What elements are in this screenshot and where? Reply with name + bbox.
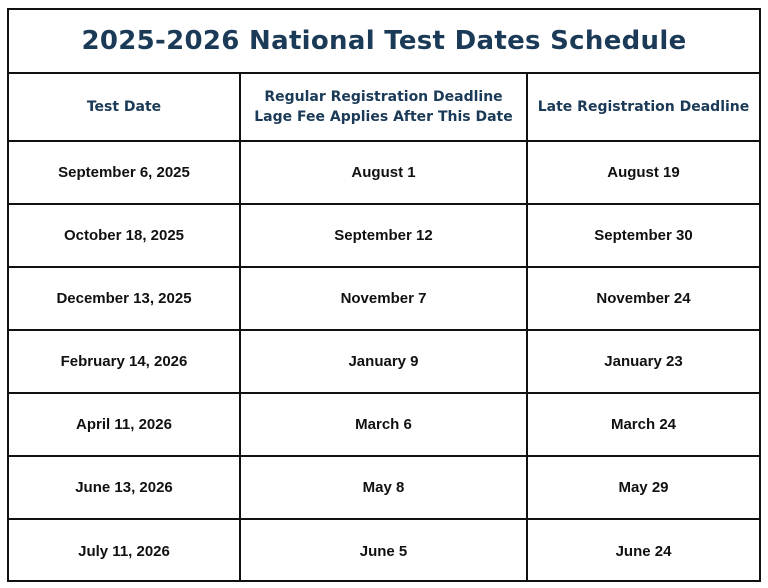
test-date-cell: September 6, 2025 <box>58 164 190 181</box>
table-row <box>9 204 759 267</box>
regular-deadline-cell: September 12 <box>240 204 527 267</box>
late-deadline-cell: May 29 <box>527 456 759 519</box>
test-date-cell: October 18, 2025 <box>63 227 185 244</box>
header-regular-deadline-title: Regular Registration Deadline <box>264 89 503 105</box>
test-date-cell: April 11, 2026 <box>76 416 172 433</box>
table-row <box>9 393 759 456</box>
regular-deadline-cell: January 9 <box>240 330 527 393</box>
table-row <box>9 519 759 582</box>
title-row <box>9 10 759 74</box>
header-test-date: Test Date <box>86 99 162 115</box>
header-row <box>9 74 759 141</box>
late-deadline-cell: March 24 <box>527 393 759 456</box>
late-deadline-cell: June 24 <box>527 519 759 582</box>
late-deadline-cell: September 30 <box>527 204 759 267</box>
late-deadline-cell: August 19 <box>527 141 759 204</box>
table-row <box>9 267 759 330</box>
table-row <box>9 330 759 393</box>
regular-deadline-cell: May 8 <box>240 456 527 519</box>
header-late-deadline: Late Registration Deadline <box>527 74 759 141</box>
header-late-fee-note: Lage Fee Applies After This Date <box>254 109 513 125</box>
page-title: 2025-2026 National Test Dates Schedule <box>81 26 687 56</box>
header-regular-deadline <box>240 74 527 141</box>
test-date-cell: December 13, 2025 <box>56 290 192 307</box>
test-date-cell: June 13, 2026 <box>75 479 173 496</box>
late-deadline-cell: November 24 <box>527 267 759 330</box>
test-date-cell: February 14, 2026 <box>60 353 188 370</box>
regular-deadline-cell: June 5 <box>240 519 527 582</box>
test-date-cell: July 11, 2026 <box>78 542 170 560</box>
table-row <box>9 141 759 204</box>
late-deadline-cell: January 23 <box>527 330 759 393</box>
table-row <box>9 456 759 519</box>
test-dates-schedule <box>7 8 761 582</box>
schedule-table <box>9 74 759 582</box>
regular-deadline-cell: March 6 <box>240 393 527 456</box>
regular-deadline-cell: November 7 <box>240 267 527 330</box>
regular-deadline-cell: August 1 <box>240 141 527 204</box>
